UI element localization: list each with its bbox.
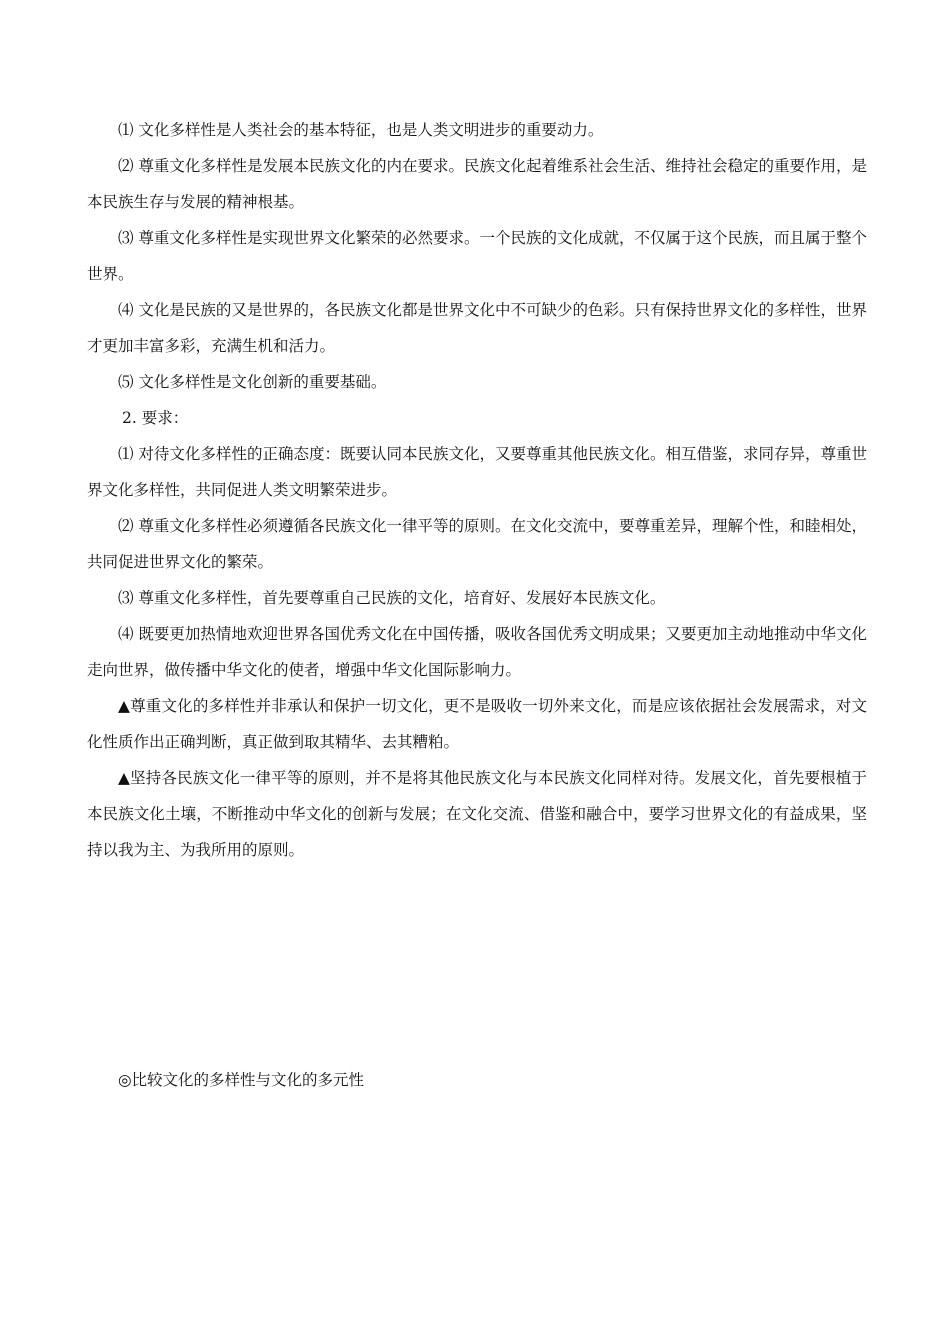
note-self-centered-development: ▲坚持各民族文化一律平等的原则，并不是将其他民族文化与本民族文化同样对待。发展文化，首先要根植于本民族文化土壤，不断推动中华文化的创新与发展；在文化交流、借鉴和融合中，要学习世界文化的有益成果，坚持以我为主、为我所用的原则。 <box>87 769 867 859</box>
requirements-heading: 2. 要求： <box>122 409 189 427</box>
paragraph-own-culture: ⑶ 尊重文化多样性，首先要尊重自己民族的文化，培育好、发展好本民族文化。 <box>118 589 666 607</box>
paragraph-international-exchange: ⑷ 既要更加热情地欢迎世界各国优秀文化在中国传播，吸收各国优秀文明成果；又要更加主动地推动中华文化走向世界，做传播中华文化的使者，增强中华文化国际影响力。 <box>87 625 867 679</box>
paragraph-diversity-feature: ⑴ 文化多样性是人类社会的基本特征，也是人类文明进步的重要动力。 <box>118 121 604 139</box>
comparison-heading: ◎比较文化的多样性与文化的多元性 <box>118 1071 365 1089</box>
paragraph-correct-attitude: ⑴ 对待文化多样性的正确态度：既要认同本民族文化，又要尊重其他民族文化。相互借鉴，求同存异，尊重世界文化多样性，共同促进人类文明繁荣进步。 <box>87 445 867 499</box>
paragraph-world-prosperity: ⑶ 尊重文化多样性是实现世界文化繁荣的必然要求。一个民族的文化成就，不仅属于这个民族，而且属于整个世界。 <box>87 229 867 283</box>
main-text <box>87 112 867 868</box>
paragraph-innovation-basis: ⑸ 文化多样性是文化创新的重要基础。 <box>118 373 387 391</box>
paragraph-national-culture: ⑵ 尊重文化多样性是发展本民族文化的内在要求。民族文化起着维系社会生活、维持社会稳定的重要作用，是本民族生存与发展的精神根基。 <box>87 157 867 211</box>
paragraph-equality-principle: ⑵ 尊重文化多样性必须遵循各民族文化一律平等的原则。在文化交流中，要尊重差异，理解个性，和睦相处，共同促进世界文化的繁荣。 <box>87 517 867 571</box>
paragraph-world-colors: ⑷ 文化是民族的又是世界的，各民族文化都是世界文化中不可缺少的色彩。只有保持世界文化的多样性，世界才更加丰富多彩，充满生机和活力。 <box>87 301 867 355</box>
note-not-accept-all: ▲尊重文化的多样性并非承认和保护一切文化，更不是吸收一切外来文化，而是应该依据社会发展需求，对文化性质作出正确判断，真正做到取其精华、去其糟粕。 <box>87 697 867 751</box>
